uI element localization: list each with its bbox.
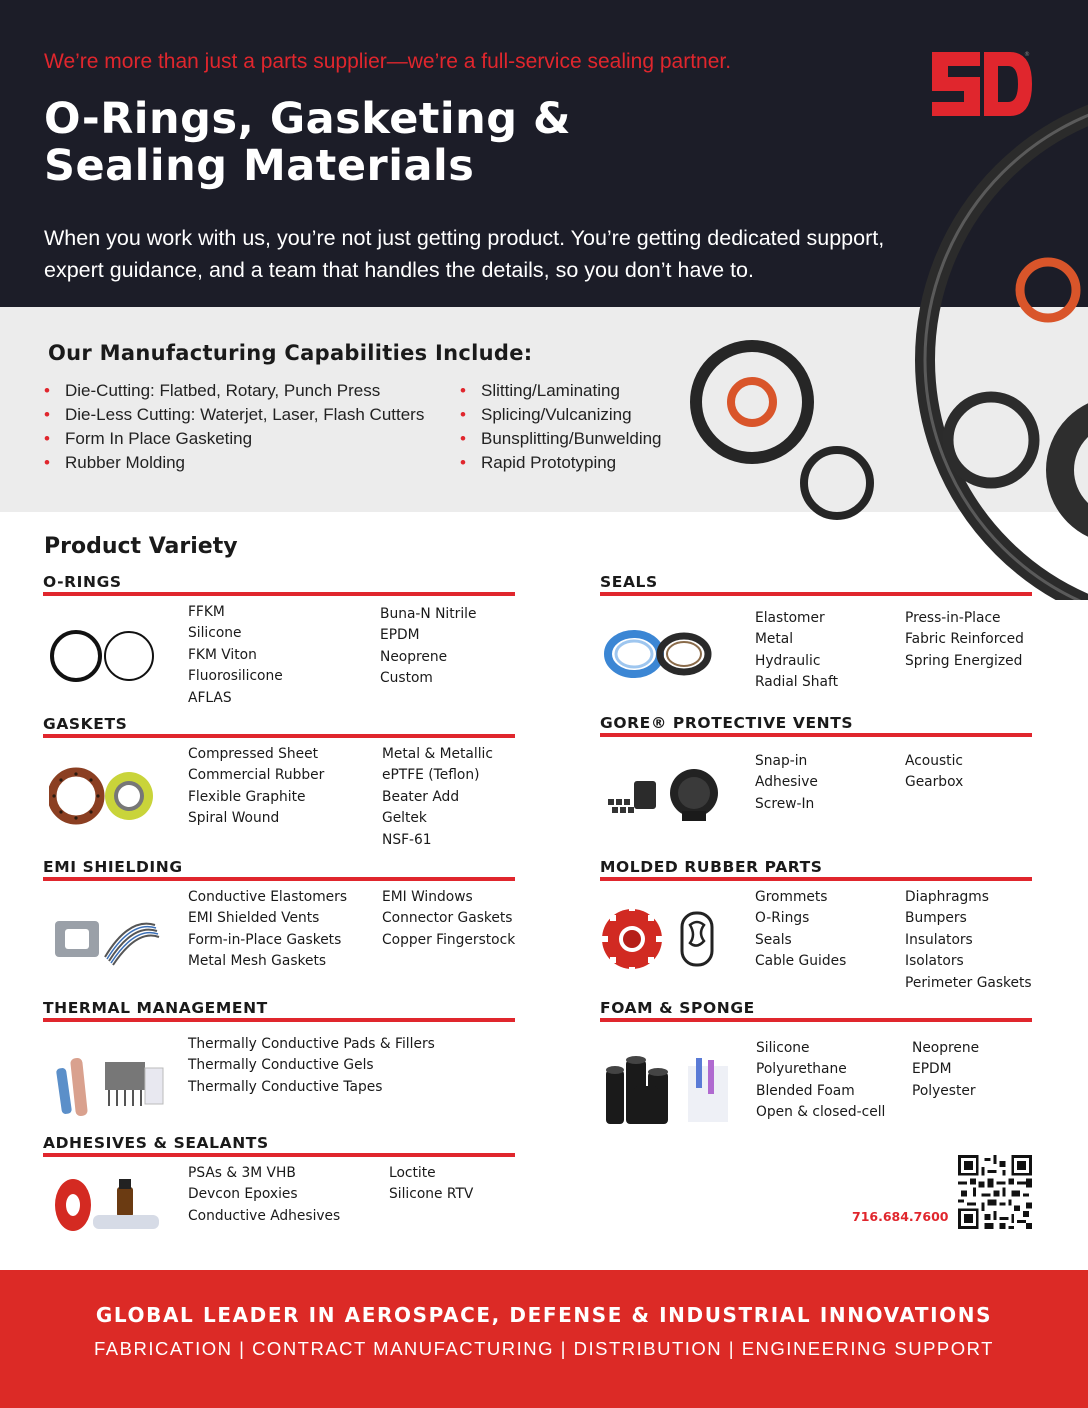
list-item: Conductive Adhesives — [188, 1207, 341, 1224]
list-item: Gearbox — [905, 774, 964, 791]
list-item: Compressed Sheet — [188, 746, 319, 762]
capability-item: • Splicing/Vulcanizing — [460, 403, 662, 427]
gaskets-list-1 — [188, 744, 324, 830]
list-item: Thermally Conductive Pads & Fillers — [188, 1036, 435, 1052]
category-title: SEALS — [600, 573, 658, 591]
list-item: Radial Shaft — [755, 674, 838, 691]
list-item: Neoprene — [380, 648, 448, 665]
category-o-rings — [43, 573, 515, 706]
category-emi-shielding — [43, 858, 516, 970]
list-item: Insulators — [905, 931, 973, 948]
molded-list-2 — [905, 887, 1032, 994]
category-title: ADHESIVES & SEALANTS — [43, 1134, 269, 1152]
list-item: Spring Energized — [905, 652, 1023, 669]
list-item: Cable Guides — [755, 953, 847, 970]
emi-list-2 — [382, 887, 515, 951]
list-item: AFLAS — [188, 689, 232, 706]
sd-logo — [928, 48, 1038, 120]
list-item: EMI Shielded Vents — [188, 910, 320, 927]
capabilities-list-left — [44, 379, 424, 475]
list-item: Neoprene — [912, 1040, 980, 1056]
list-item: Screw-In — [755, 795, 815, 812]
category-divider — [600, 733, 1032, 737]
list-item: Adhesive — [755, 774, 818, 791]
foam-list-2 — [912, 1038, 979, 1102]
category-divider — [600, 1018, 1032, 1022]
category-title: O-RINGS — [43, 573, 122, 591]
category-title: GASKETS — [43, 715, 128, 733]
list-item: Silicone RTV — [389, 1186, 474, 1203]
category-title: MOLDED RUBBER PARTS — [600, 858, 823, 876]
category-divider — [43, 877, 515, 881]
list-item: Fluorosilicone — [188, 668, 283, 685]
capability-item: • Rubber Molding — [44, 451, 424, 475]
vent-thumbnail — [604, 763, 724, 827]
foam-list-1 — [756, 1038, 885, 1124]
list-item: Metal — [755, 631, 794, 648]
list-item: PSAs & 3M VHB — [188, 1165, 296, 1181]
vents-list-2 — [905, 751, 963, 794]
category-divider — [43, 592, 515, 596]
gasket-thumbnail — [49, 766, 159, 826]
title-line-1: O-Rings, Gasketing & — [44, 94, 572, 144]
emi-thumbnail — [49, 907, 164, 967]
capabilities-title: Our Manufacturing Capabilities Include: — [48, 341, 533, 365]
list-item: Custom — [380, 670, 433, 687]
thermal-thumbnail — [53, 1048, 168, 1123]
list-item: Connector Gaskets — [382, 910, 513, 927]
o-ring-thumbnail — [49, 626, 159, 686]
phone-number[interactable]: 716.684.7600 — [852, 1209, 949, 1224]
list-item: Commercial Rubber — [188, 767, 325, 784]
list-item: FKM Viton — [188, 646, 257, 663]
capability-item: • Form In Place Gasketing — [44, 427, 424, 451]
list-item: Acoustic — [905, 753, 963, 769]
list-item: Seals — [755, 931, 792, 948]
capability-item: • Bunsplitting/Bunwelding — [460, 427, 662, 451]
list-item: Press-in-Place — [905, 610, 1001, 626]
o-rings-list-2 — [380, 604, 476, 690]
adhesives-list-2 — [389, 1163, 473, 1206]
list-item: Blended Foam — [756, 1082, 855, 1099]
category-title: FOAM & SPONGE — [600, 999, 755, 1017]
list-item: EPDM — [912, 1061, 952, 1078]
list-item: Spiral Wound — [188, 810, 280, 827]
list-item: Snap-in — [755, 753, 808, 769]
capability-item: • Rapid Prototyping — [460, 451, 662, 475]
capabilities-list-right — [460, 379, 662, 475]
list-item: Metal & Metallic — [382, 746, 493, 762]
category-title: GORE® PROTECTIVE VENTS — [600, 714, 854, 732]
capability-item: • Slitting/Laminating — [460, 379, 662, 403]
adhesives-thumbnail — [53, 1175, 168, 1237]
vents-list-1 — [755, 751, 818, 815]
list-item: Open & closed-cell — [756, 1104, 886, 1121]
list-item: Devcon Epoxies — [188, 1186, 298, 1203]
footer-headline: GLOBAL LEADER IN AEROSPACE, DEFENSE & INDUSTRIAL INNOVATIONS — [95, 1303, 993, 1327]
molded-list-1 — [755, 887, 846, 973]
page-title — [44, 96, 571, 190]
adhesives-list-1 — [188, 1163, 340, 1227]
list-item: Flexible Graphite — [188, 788, 306, 805]
qr-code-icon[interactable] — [958, 1155, 1032, 1229]
list-item: FFKM — [188, 604, 225, 620]
list-item: Geltek — [382, 810, 427, 827]
list-item: Thermally Conductive Tapes — [188, 1078, 383, 1095]
thermal-list-1 — [188, 1034, 435, 1098]
list-item: Bumpers — [905, 910, 967, 927]
list-item: Hydraulic — [755, 652, 821, 669]
list-item: Isolators — [905, 953, 964, 970]
list-item: Perimeter Gaskets — [905, 974, 1032, 991]
list-item: Metal Mesh Gaskets — [188, 953, 327, 970]
svg-text:®: ® — [1024, 51, 1030, 58]
list-item: EPDM — [380, 627, 420, 644]
list-item: Elastomer — [755, 610, 825, 626]
emi-list-1 — [188, 887, 347, 973]
list-item: Beater Add — [382, 788, 460, 805]
capability-item: • Die-Less Cutting: Waterjet, Laser, Flash Cutters — [44, 403, 424, 427]
category-divider — [600, 592, 1032, 596]
list-item: O-Rings — [755, 910, 810, 927]
capabilities-section — [0, 307, 1088, 512]
list-item: Silicone — [188, 625, 242, 642]
capability-item: • Die-Cutting: Flatbed, Rotary, Punch Press — [44, 379, 424, 403]
footer-banner — [0, 1270, 1088, 1408]
list-item: EMI Windows — [382, 889, 473, 905]
list-item: Copper Fingerstock — [382, 931, 516, 948]
seals-list-2 — [905, 608, 1024, 672]
list-item: Form-in-Place Gaskets — [188, 931, 342, 948]
category-title: EMI SHIELDING — [43, 858, 183, 876]
intro-text: When you work with us, you’re not just getting product. You’re getting dedicated support, expert guidance, and a team that handles the details, so you don’t have to. — [44, 226, 885, 282]
header-banner — [0, 0, 1088, 307]
molded-parts-thumbnail — [602, 905, 722, 975]
list-item: Silicone — [756, 1040, 810, 1056]
o-rings-list-1 — [188, 602, 283, 709]
list-item: Polyurethane — [756, 1061, 847, 1078]
category-divider — [43, 1018, 515, 1022]
list-item: Fabric Reinforced — [905, 631, 1024, 648]
list-item: Polyester — [912, 1082, 976, 1099]
category-seals — [600, 573, 1032, 691]
footer-services: FABRICATION | CONTRACT MANUFACTURING | DISTRIBUTION | ENGINEERING SUPPORT — [94, 1338, 994, 1359]
seal-thumbnail — [604, 624, 714, 684]
list-item: Loctite — [389, 1165, 436, 1181]
foam-thumbnail — [604, 1048, 734, 1128]
product-variety-title: Product Variety — [44, 534, 238, 559]
list-item: Thermally Conductive Gels — [188, 1057, 374, 1074]
category-foam-sponge — [600, 999, 1032, 1121]
category-adhesives — [43, 1134, 515, 1224]
category-protective-vents — [600, 714, 1032, 812]
title-line-2: Sealing Materials — [44, 141, 475, 191]
seals-list-1 — [755, 608, 838, 694]
list-item: NSF-61 — [382, 831, 432, 848]
tagline: We’re more than just a parts supplier—we’re a full-service sealing partner. — [44, 50, 732, 73]
list-item: Grommets — [755, 889, 828, 905]
list-item: Conductive Elastomers — [188, 889, 348, 905]
category-title: THERMAL MANAGEMENT — [43, 999, 268, 1017]
list-item: Buna-N Nitrile — [380, 606, 477, 622]
category-gaskets — [43, 715, 515, 848]
category-divider — [43, 1153, 515, 1157]
category-divider — [600, 877, 1032, 881]
gaskets-list-2 — [382, 744, 493, 851]
list-item: Diaphragms — [905, 889, 989, 905]
category-divider — [43, 734, 515, 738]
category-thermal — [43, 999, 515, 1095]
list-item: ePTFE (Teflon) — [382, 767, 480, 784]
category-molded-rubber — [600, 858, 1032, 991]
